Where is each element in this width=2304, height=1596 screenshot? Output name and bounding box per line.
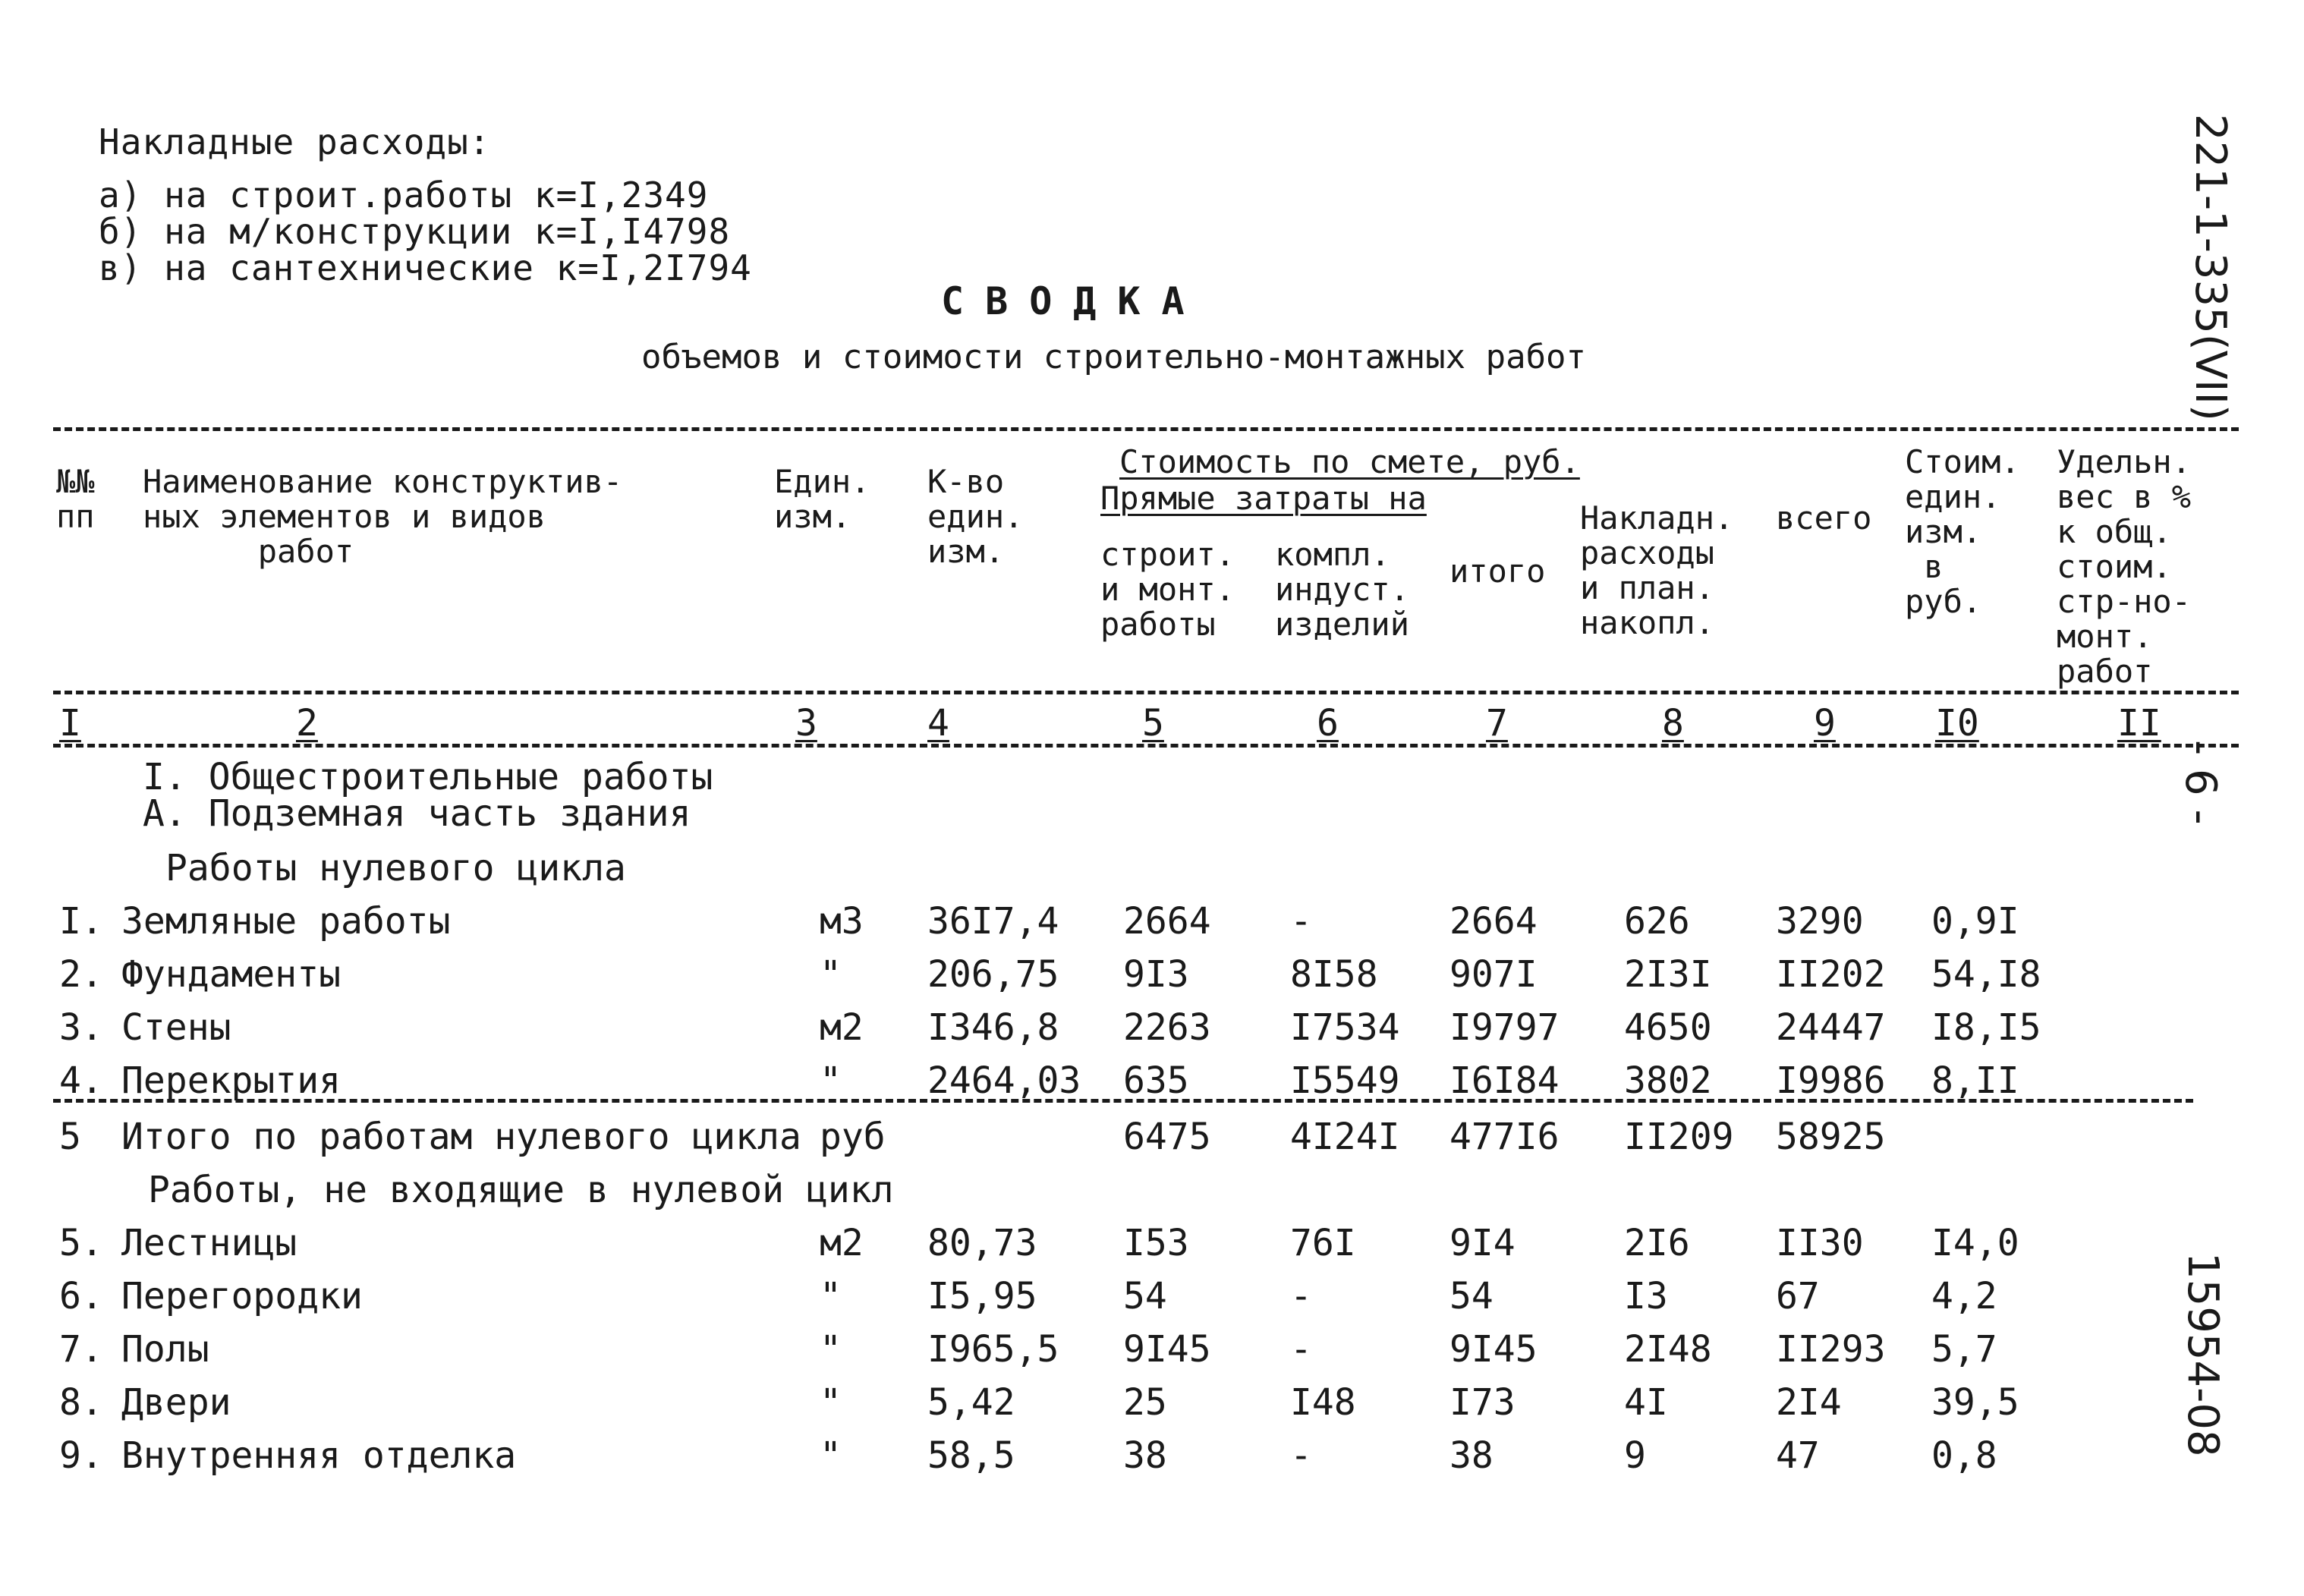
- table-cell-c6: I48: [1290, 1381, 1356, 1424]
- table-cell-n: 6.: [59, 1275, 103, 1317]
- table-cell-c7: I6I84: [1449, 1059, 1560, 1102]
- table-cell-n: 4.: [59, 1059, 103, 1102]
- table-cell-c6: -: [1290, 1434, 1312, 1477]
- section-heading: I. Общестроительные работы: [143, 756, 713, 798]
- table-cell-c6: -: [1290, 1275, 1312, 1317]
- overhead-title: Накладные расходы:: [99, 121, 491, 162]
- table-cell-qty: 2464,03: [927, 1059, 1081, 1102]
- header-group-cost: Стоимость по смете, руб.: [1119, 443, 1580, 480]
- table-cell-c8: 4I: [1624, 1381, 1668, 1424]
- table-cell-unit: м3: [820, 900, 864, 943]
- table-cell-n: 7.: [59, 1328, 103, 1371]
- table-cell-c5: 38: [1123, 1434, 1167, 1477]
- table-cell-c10: 39,5: [1931, 1381, 2019, 1424]
- table-cell-n: 9.: [59, 1434, 103, 1477]
- document-subtitle: объемов и стоимости строительно-монтажных работ: [641, 338, 1587, 376]
- column-number: 2: [296, 702, 318, 744]
- table-cell-name: Внутренняя отделка: [121, 1434, 517, 1477]
- table-cell-c5: 9I45: [1123, 1328, 1211, 1371]
- table-cell-n: 5.: [59, 1222, 103, 1264]
- overhead-item: а) на строит.работы к=I,2349: [99, 175, 709, 216]
- table-top-rule: [53, 427, 2239, 431]
- table-cell-n: 3.: [59, 1006, 103, 1049]
- table-cell-c10: 8,II: [1931, 1059, 2019, 1102]
- column-number: 5: [1142, 702, 1164, 744]
- table-cell-unit: ": [820, 1381, 842, 1424]
- total-unit: руб: [820, 1116, 886, 1158]
- header-col-2: Наименование конструктив- ных элементов и видов работ: [143, 463, 623, 570]
- subtotal-rule: [53, 1099, 2193, 1103]
- table-cell-unit: ": [820, 1059, 842, 1102]
- table-cell-name: Двери: [121, 1381, 231, 1424]
- table-cell-c5: 9I3: [1123, 953, 1189, 996]
- column-number: 4: [927, 702, 949, 744]
- column-number: 7: [1486, 702, 1508, 744]
- table-cell-qty: 206,75: [927, 953, 1059, 996]
- table-cell-c8: 4650: [1624, 1006, 1712, 1049]
- table-cell-c9: II202: [1776, 953, 1886, 996]
- section-heading: Работы нулевого цикла: [165, 847, 626, 889]
- table-cell-name: Перекрытия: [121, 1059, 341, 1102]
- table-cell-unit: ": [820, 1434, 842, 1477]
- column-number: 3: [795, 702, 817, 744]
- total-number: 5: [59, 1116, 81, 1158]
- total-col-7: 477I6: [1449, 1116, 1560, 1158]
- table-cell-c8: 3802: [1624, 1059, 1712, 1102]
- table-cell-name: Полы: [121, 1328, 209, 1371]
- table-cell-c8: 626: [1624, 900, 1690, 943]
- table-cell-c7: 9I45: [1449, 1328, 1538, 1371]
- table-cell-c10: 5,7: [1931, 1328, 1997, 1371]
- overhead-item: в) на сантехнические к=I,2I794: [99, 247, 752, 288]
- table-cell-c10: 0,9I: [1931, 900, 2019, 943]
- section-heading: Работы, не входящие в нулевой цикл: [148, 1169, 894, 1211]
- document-title: СВОДКА: [941, 279, 1206, 323]
- table-cell-c7: 2664: [1449, 900, 1538, 943]
- header-col-1: №№ пп: [56, 463, 95, 535]
- column-number: 9: [1814, 702, 1836, 744]
- table-cell-c5: 54: [1123, 1275, 1167, 1317]
- overhead-item: б) на м/конструкции к=I,I4798: [99, 211, 731, 252]
- column-number: I: [59, 702, 81, 744]
- header-col-9: всего: [1776, 499, 1872, 537]
- inventory-stamp: 15954-08: [2178, 1252, 2227, 1457]
- table-cell-c9: 3290: [1776, 900, 1864, 943]
- table-cell-c9: 47: [1776, 1434, 1820, 1477]
- total-name: Итого по работам нулевого цикла: [121, 1116, 801, 1158]
- table-cell-c9: 2I4: [1776, 1381, 1842, 1424]
- table-cell-c7: 54: [1449, 1275, 1494, 1317]
- header-col-8: Накладн. расходы и план. накопл.: [1580, 499, 1734, 641]
- table-cell-c8: 2I48: [1624, 1328, 1712, 1371]
- table-cell-c9: I9986: [1776, 1059, 1886, 1102]
- table-cell-c10: 4,2: [1931, 1275, 1997, 1317]
- table-cell-c7: I9797: [1449, 1006, 1560, 1049]
- table-cell-c6: 76I: [1290, 1222, 1356, 1264]
- table-cell-qty: I5,95: [927, 1275, 1037, 1317]
- table-cell-name: Фундаменты: [121, 953, 341, 996]
- table-cell-qty: 58,5: [927, 1434, 1015, 1477]
- table-cell-c10: I8,I5: [1931, 1006, 2041, 1049]
- table-cell-c5: I53: [1123, 1222, 1189, 1264]
- table-cell-qty: 36I7,4: [927, 900, 1059, 943]
- total-col-8: II209: [1624, 1116, 1734, 1158]
- table-cell-c5: 25: [1123, 1381, 1167, 1424]
- total-col-5: 6475: [1123, 1116, 1211, 1158]
- column-number: I0: [1935, 702, 1979, 744]
- table-cell-n: I.: [59, 900, 103, 943]
- header-col-10: Стоим. един. изм. в руб.: [1905, 443, 2020, 620]
- table-cell-name: Земляные работы: [121, 900, 451, 943]
- table-cell-name: Лестницы: [121, 1222, 297, 1264]
- header-bottom-rule: [53, 691, 2239, 694]
- table-cell-c7: I73: [1449, 1381, 1516, 1424]
- section-heading: А. Подземная часть здания: [143, 792, 691, 835]
- table-cell-n: 2.: [59, 953, 103, 996]
- table-cell-c8: 9: [1624, 1434, 1646, 1477]
- table-cell-c6: 8I58: [1290, 953, 1378, 996]
- table-cell-c6: I7534: [1290, 1006, 1400, 1049]
- doc-code-stamp: 221-1-335(VII): [2186, 114, 2235, 421]
- table-cell-qty: 80,73: [927, 1222, 1037, 1264]
- column-number: 8: [1662, 702, 1684, 744]
- table-cell-unit: м2: [820, 1006, 864, 1049]
- header-col-7: итого: [1449, 552, 1546, 590]
- table-cell-qty: 5,42: [927, 1381, 1015, 1424]
- table-cell-unit: ": [820, 1275, 842, 1317]
- header-col-4: К-во един. изм.: [927, 463, 1024, 570]
- total-col-6: 4I24I: [1290, 1116, 1400, 1158]
- header-col-3: Един. изм.: [774, 463, 870, 535]
- table-cell-unit: ": [820, 953, 842, 996]
- table-cell-c6: -: [1290, 1328, 1312, 1371]
- table-cell-qty: I346,8: [927, 1006, 1059, 1049]
- total-col-9: 58925: [1776, 1116, 1886, 1158]
- table-cell-c8: 2I3I: [1624, 953, 1712, 996]
- table-cell-c7: 907I: [1449, 953, 1538, 996]
- table-cell-c6: I5549: [1290, 1059, 1400, 1102]
- table-cell-unit: м2: [820, 1222, 864, 1264]
- table-cell-c7: 9I4: [1449, 1222, 1516, 1264]
- table-cell-unit: ": [820, 1328, 842, 1371]
- page-number: - 6 -: [2176, 740, 2225, 825]
- table-cell-c5: 2664: [1123, 900, 1211, 943]
- table-cell-name: Перегородки: [121, 1275, 363, 1317]
- table-cell-c10: 0,8: [1931, 1434, 1997, 1477]
- table-cell-c10: I4,0: [1931, 1222, 2019, 1264]
- header-col-5: строит. и монт. работы: [1100, 536, 1235, 643]
- table-cell-c5: 635: [1123, 1059, 1189, 1102]
- column-number: 6: [1317, 702, 1339, 744]
- table-cell-c10: 54,I8: [1931, 953, 2041, 996]
- table-cell-qty: I965,5: [927, 1328, 1059, 1371]
- table-cell-name: Стены: [121, 1006, 231, 1049]
- header-group-direct: Прямые затраты на: [1100, 480, 1427, 517]
- header-col-6: компл. индуст. изделий: [1275, 536, 1410, 643]
- table-cell-c9: II30: [1776, 1222, 1864, 1264]
- table-cell-c9: 67: [1776, 1275, 1820, 1317]
- table-cell-c7: 38: [1449, 1434, 1494, 1477]
- table-cell-c9: II293: [1776, 1328, 1886, 1371]
- column-numbers-rule: [53, 744, 2239, 748]
- column-number: II: [2117, 702, 2161, 744]
- table-cell-c8: I3: [1624, 1275, 1668, 1317]
- table-cell-c8: 2I6: [1624, 1222, 1690, 1264]
- table-cell-c9: 24447: [1776, 1006, 1886, 1049]
- header-col-11: Удельн. вес в % к общ. стоим. стр-но- монт. работ: [2057, 443, 2192, 690]
- table-cell-n: 8.: [59, 1381, 103, 1424]
- table-cell-c5: 2263: [1123, 1006, 1211, 1049]
- table-cell-c6: -: [1290, 900, 1312, 943]
